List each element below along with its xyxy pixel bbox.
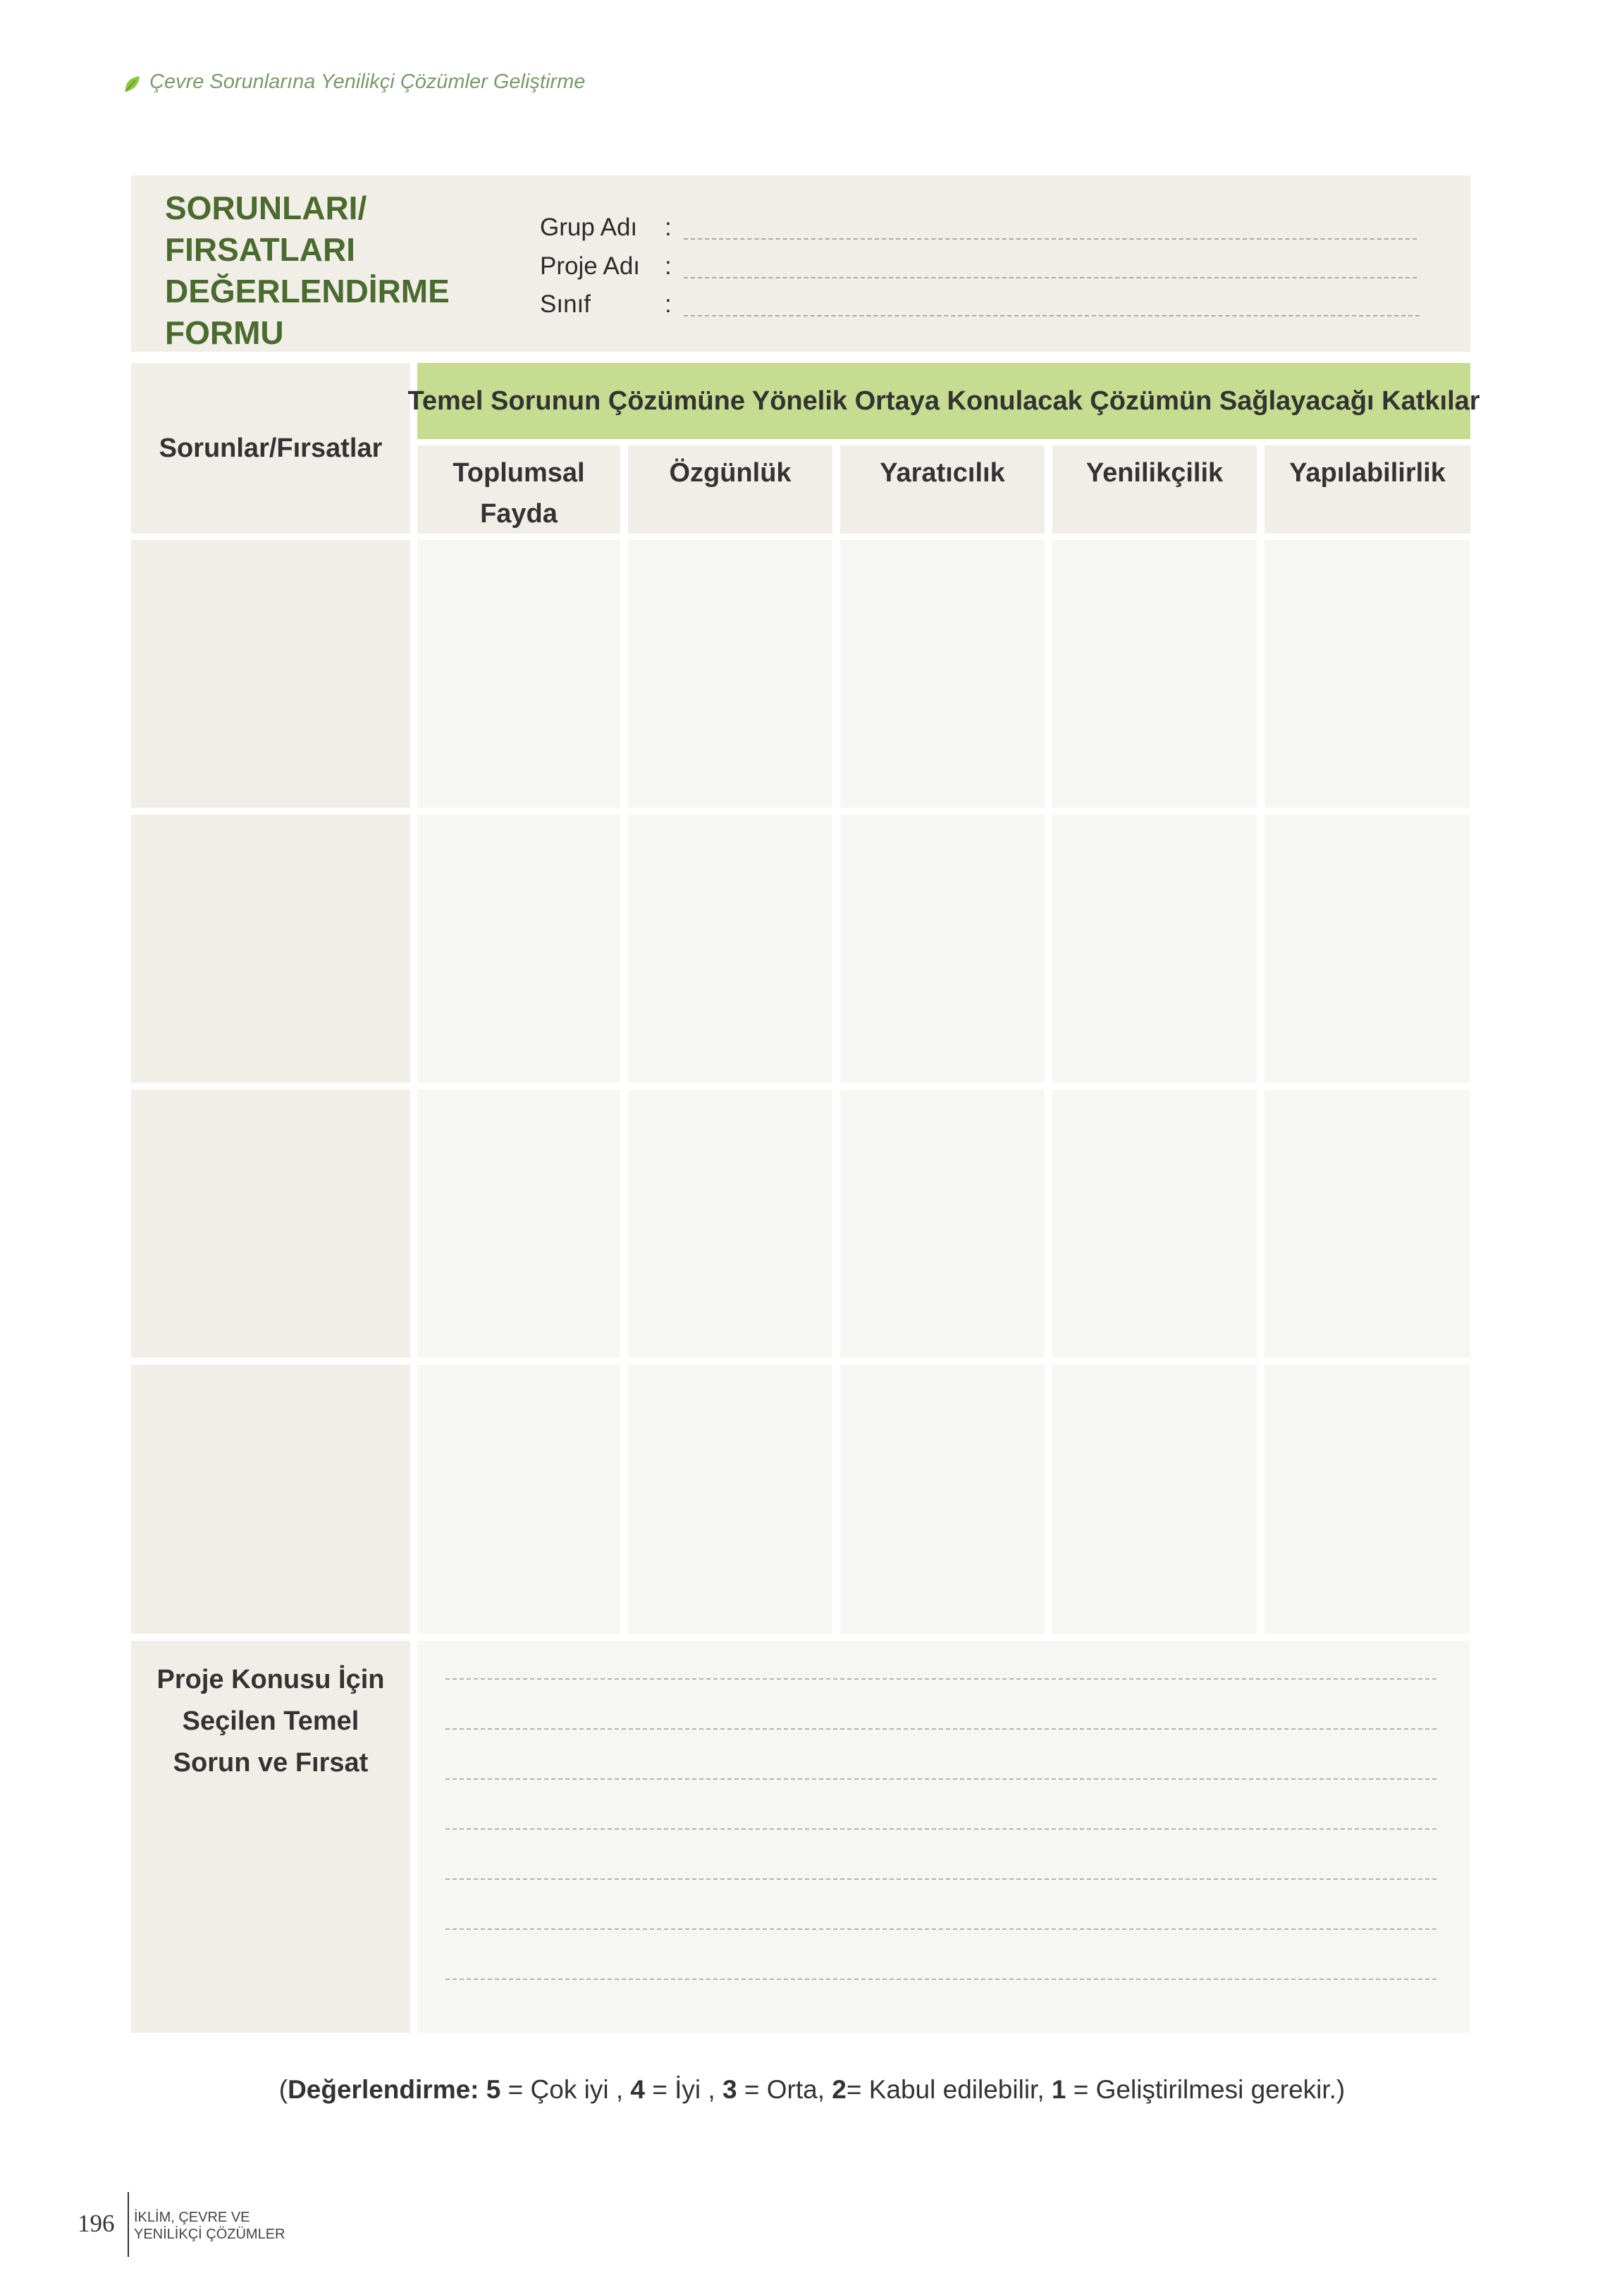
group-name-colon: : xyxy=(665,214,672,241)
writing-line[interactable] xyxy=(445,1878,1437,1880)
score-cell-2-originality[interactable] xyxy=(628,815,832,1083)
score-cell-4-innovativeness[interactable] xyxy=(1052,1365,1257,1634)
score-cell-1-originality[interactable] xyxy=(628,540,832,808)
rating-scale-footnote xyxy=(0,2075,1624,2105)
score-cell-1-feasibility[interactable] xyxy=(1265,540,1470,808)
score-cell-4-creativity[interactable] xyxy=(840,1365,1045,1634)
score-cell-3-innovativeness[interactable] xyxy=(1052,1090,1257,1358)
class-field[interactable] xyxy=(684,315,1420,316)
footer-divider xyxy=(128,2192,129,2257)
score-cell-2-innovativeness[interactable] xyxy=(1052,815,1257,1083)
row-header-label: Sorunlar/Fırsatlar xyxy=(159,433,383,463)
selected-problem-label: Proje Konusu İçin Seçilen Temel Sorun ve Fırsat xyxy=(131,1641,410,2033)
group-header-label: Temel Sorunun Çözümüne Yönelik Ortaya Konulacak Çözümün Sağlayacağı Katkılar xyxy=(407,386,1480,416)
footnote-text-5: = Çok iyi , xyxy=(500,2075,631,2104)
footnote-lead: Değerlendirme: xyxy=(288,2075,479,2104)
writing-line[interactable] xyxy=(445,1778,1437,1780)
leaf-icon xyxy=(123,75,141,93)
score-cell-3-originality[interactable] xyxy=(628,1090,832,1358)
column-header-innovativeness: Yenilikçilik xyxy=(1052,445,1257,534)
column-header-creativity: Yaratıcılık xyxy=(840,445,1045,534)
score-cell-1-creativity[interactable] xyxy=(840,540,1045,808)
row-header-cell xyxy=(131,363,410,534)
project-name-field[interactable] xyxy=(684,277,1417,278)
project-name-label: Proje Adı xyxy=(540,252,641,280)
footnote-text-2: = Kabul edilebilir, xyxy=(846,2075,1052,2104)
project-name-colon: : xyxy=(665,252,672,280)
score-cell-1-social-benefit[interactable] xyxy=(417,540,620,808)
footnote-score-5: 5 xyxy=(486,2075,501,2104)
score-cell-4-originality[interactable] xyxy=(628,1365,832,1634)
problem-cell-4[interactable] xyxy=(131,1365,410,1634)
column-header-feasibility: Yapılabilirlik xyxy=(1265,445,1470,534)
form-title: SORUNLARI/ FIRSATLARI DEĞERLENDİRME FORMU xyxy=(165,190,450,351)
problem-cell-2[interactable] xyxy=(131,815,410,1083)
footnote-text-1: = Geliştirilmesi gerekir.) xyxy=(1066,2075,1346,2104)
group-name-label: Grup Adı xyxy=(540,214,638,241)
running-header-title: Çevre Sorunlarına Yenilikçi Çözümler Geliştirme xyxy=(149,70,586,93)
score-cell-2-social-benefit[interactable] xyxy=(417,815,620,1083)
writing-line[interactable] xyxy=(445,1978,1437,1980)
problem-cell-3[interactable] xyxy=(131,1090,410,1358)
footnote-score-2: 2 xyxy=(832,2075,847,2104)
writing-line[interactable] xyxy=(445,1728,1437,1730)
score-cell-1-innovativeness[interactable] xyxy=(1052,540,1257,808)
column-header-social-benefit: Toplumsal Fayda xyxy=(417,445,620,534)
footnote-open: ( xyxy=(278,2075,288,2104)
footnote-score-3: 3 xyxy=(722,2075,737,2104)
page-number: 196 xyxy=(78,2210,115,2237)
group-header-cell xyxy=(407,363,1480,439)
footnote-score-1: 1 xyxy=(1051,2075,1066,2104)
footnote-score-4: 4 xyxy=(630,2075,645,2104)
class-colon: : xyxy=(665,290,672,318)
footnote-text-3: = Orta, xyxy=(737,2075,832,2104)
score-cell-4-feasibility[interactable] xyxy=(1265,1365,1470,1634)
problem-cell-1[interactable] xyxy=(131,540,410,808)
score-cell-4-social-benefit[interactable] xyxy=(417,1365,620,1634)
footnote-text-4: = İyi , xyxy=(644,2075,722,2104)
score-cell-3-feasibility[interactable] xyxy=(1265,1090,1470,1358)
score-cell-2-creativity[interactable] xyxy=(840,815,1045,1083)
score-cell-3-social-benefit[interactable] xyxy=(417,1090,620,1358)
score-cell-3-creativity[interactable] xyxy=(840,1090,1045,1358)
writing-line[interactable] xyxy=(445,1828,1437,1830)
group-name-field[interactable] xyxy=(684,238,1417,240)
writing-line[interactable] xyxy=(445,1678,1437,1680)
column-header-originality: Özgünlük xyxy=(628,445,832,534)
selected-problem-writing-area[interactable] xyxy=(417,1641,1470,2033)
writing-line[interactable] xyxy=(445,1928,1437,1930)
class-label: Sınıf xyxy=(540,290,591,318)
book-title: İKLİM, ÇEVRE VE YENİLİKÇİ ÇÖZÜMLER xyxy=(134,2210,285,2242)
score-cell-2-feasibility[interactable] xyxy=(1265,815,1470,1083)
